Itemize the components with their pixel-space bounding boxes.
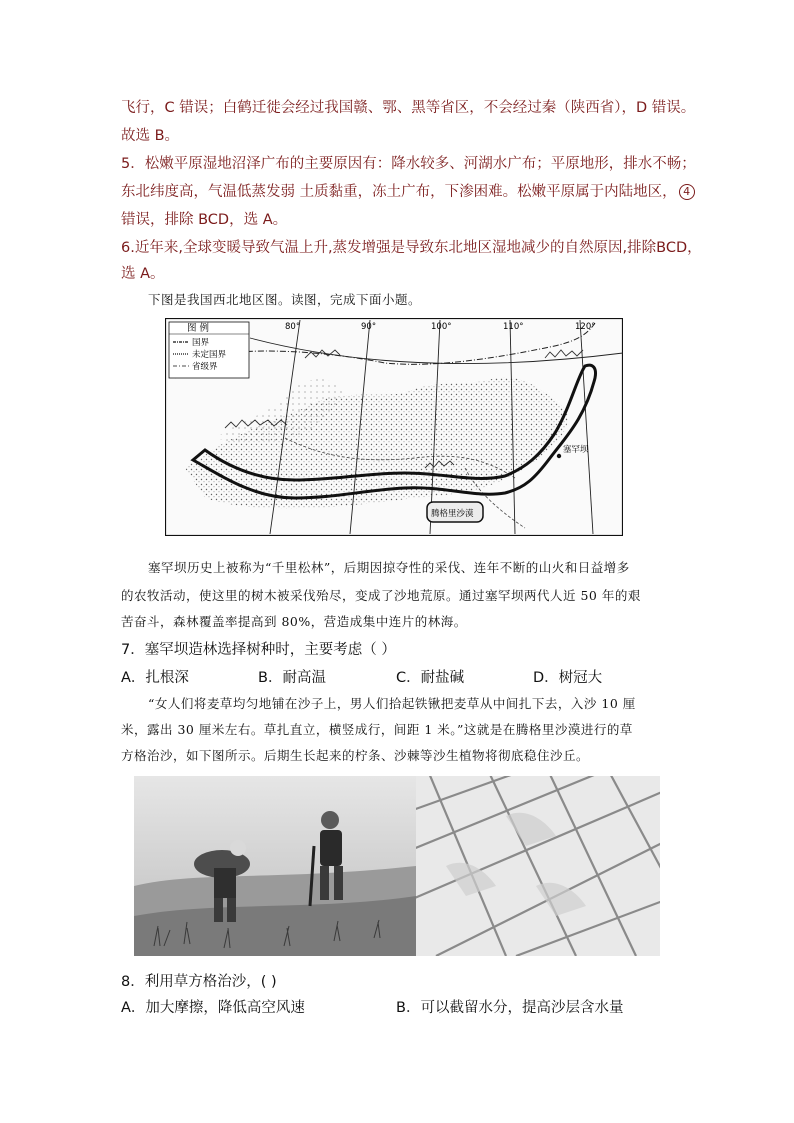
q7-stem: 7．塞罕坝造林选择树种时，主要考虑（ ） [121,642,396,658]
answer-q6-line-2: 选 A。 [121,266,165,282]
legend-item-national-border: 国界 [192,338,210,348]
workers-planting-straw-photo [134,776,416,956]
answer-q5-line-1: 5．松嫩平原湿地沼泽广布的主要原因有：降水较多、河湖水广布；平原地形，排水不畅； [121,156,696,172]
legend-title: 图 例 [187,323,210,334]
saihanba-marker [557,454,561,458]
answer-line-2: 故选 B。 [121,128,180,144]
straw-checkerboard-photo [416,776,660,956]
legend-item-undetermined-border: 未定国界 [192,350,227,360]
answer-q5-line-2 [121,180,697,201]
q7-option-b[interactable]: B．耐高温 [258,670,326,686]
answer-q6-line-1: 6.近年来,全球变暖导致气温上升,蒸发增强是导致东北地区湿地减少的自然原因,排除BCD， [121,240,702,256]
passage2-line-3: 方格治沙，如下图所示。后期生长起来的柠条、沙棘等沙生植物将彻底稳住沙丘。 [121,748,590,763]
longitude-label-80: 80° [285,322,301,332]
northwest-china-map [165,318,623,536]
passage1-line-3: 苦奋斗，森林覆盖率提高到 80%，营造成集中连片的林海。 [121,614,467,629]
q7-option-c[interactable]: C．耐盐碱 [396,670,465,686]
q7-option-a[interactable]: A．扎根深 [121,670,189,686]
passage1-line-2: 的农牧活动，使这里的树木被采伐殆尽，变成了沙地荒原。通过塞罕坝两代人近 50 年的艰 [121,588,641,603]
passage2-line-2: 米，露出 30 厘米左右。草扎直立，横竖成行，间距 1 米。”这就是在腾格里沙漠进行的草 [121,722,633,737]
longitude-label-100: 100° [431,322,452,332]
q8-option-b[interactable]: B．可以截留水分，提高沙层含水量 [396,1000,624,1016]
q8-option-a[interactable]: A．加大摩擦，降低高空风速 [121,1000,305,1016]
legend-item-provincial-border: 省级界 [192,362,218,372]
longitude-label-90: 90° [361,322,377,332]
passage1-line-1: 塞罕坝历史上被称为“千里松林”，后期因掠夺性的采伐、连年不断的山火和日益增多 [148,560,630,575]
place-label-saihanba: 塞罕坝 [563,445,589,455]
answer-line-1: 飞行，C 错误；白鹤迁徙会经过我国赣、鄂、黑等省区，不会经过秦（陕西省），D 错误。 [121,100,696,116]
q7-option-d[interactable]: D．树冠大 [533,670,603,686]
longitude-label-120: 120° [575,322,596,332]
circled-number: 4 [679,184,695,200]
place-label-tengger: 腾格里沙漠 [431,509,474,519]
q8-stem: 8．利用草方格治沙，( ) [121,974,277,990]
answer-q5-line-3: 错误，排除 BCD，选 A。 [121,212,288,228]
map-intro: 下图是我国西北地区图。读图，完成下面小题。 [148,292,422,307]
passage2-line-1: “女人们将麦草均匀地铺在沙子上，男人们拾起铁锹把麦草从中间扎下去，入沙 10 厘 [148,696,636,711]
answer-q5-line-2-text: 东北纬度高，气温低蒸发弱 土质黏重，冻土广布，下渗困难。松嫩平原属于内陆地区， [121,184,677,200]
longitude-label-110: 110° [503,322,524,332]
